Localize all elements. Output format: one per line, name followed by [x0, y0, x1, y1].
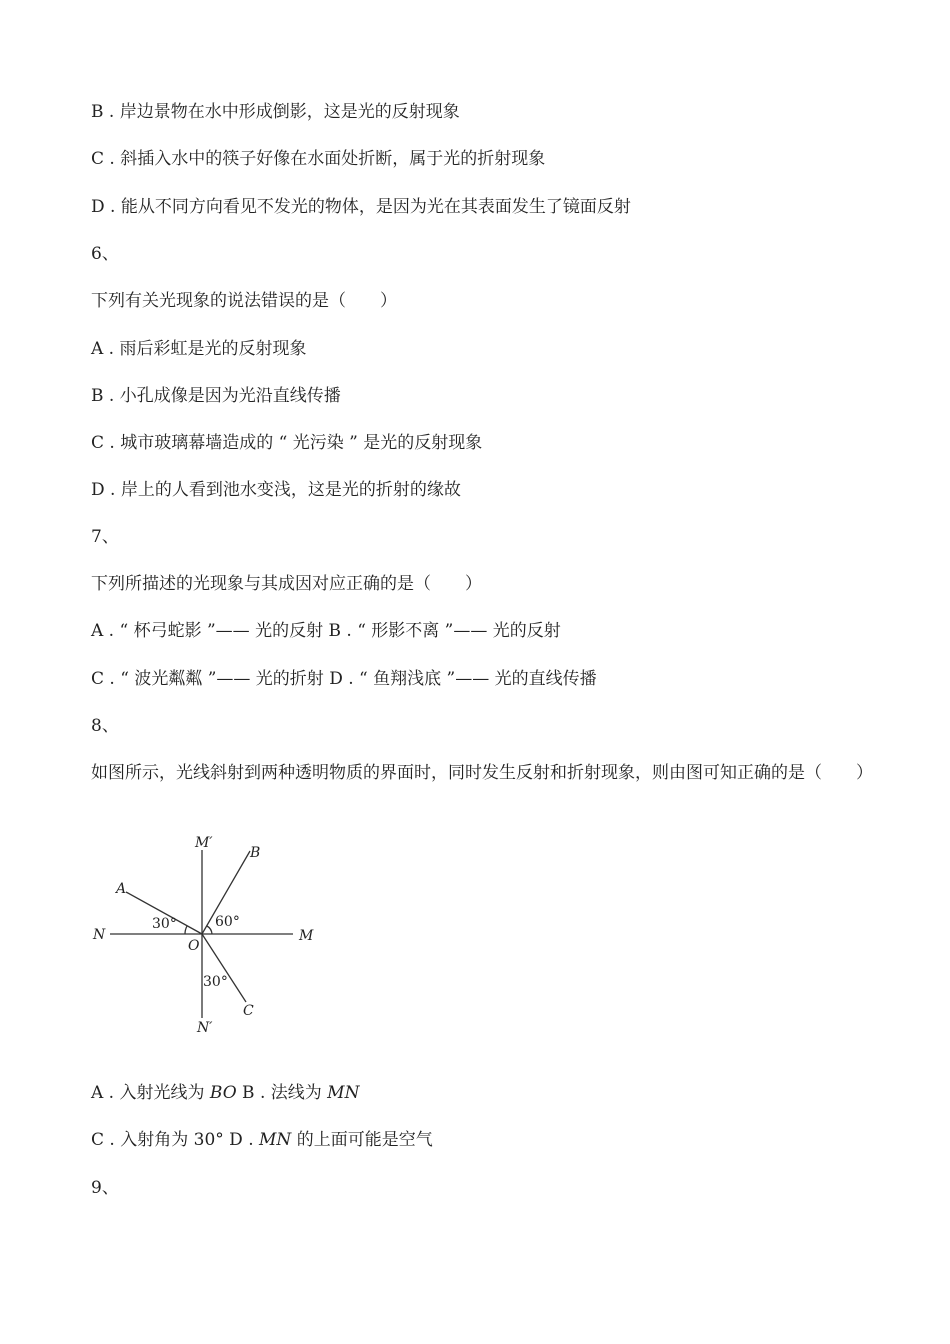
q9-number: 9、	[91, 1178, 119, 1198]
q5-option-d: D . 能从不同方向看见不发光的物体，是因为光在其表面发生了镜面反射	[91, 197, 631, 217]
label-o: O	[188, 938, 200, 954]
q8-option-d-line: MN	[259, 1130, 292, 1150]
q7-number: 7、	[91, 527, 119, 547]
q8-option-b-line: MN	[327, 1083, 360, 1103]
q6-option-c: C . 城市玻璃幕墙造成的 “ 光污染 ” 是光的反射现象	[91, 433, 483, 453]
label-b: B	[250, 845, 261, 861]
q7-options-row-1: A . “ 杯弓蛇影 ”—— 光的反射 B . “ 形影不离 ”—— 光的反射	[91, 621, 561, 641]
label-c: C	[243, 1003, 254, 1019]
q6-option-b: B . 小孔成像是因为光沿直线传播	[91, 386, 341, 406]
angle-label-left: 30°	[152, 916, 177, 932]
angle-arc-left	[185, 926, 187, 934]
q8-number: 8、	[91, 716, 119, 736]
q8-option-d-text: 的上面可能是空气	[291, 1130, 433, 1150]
q6-stem: 下列有关光现象的说法错误的是（ ）	[91, 291, 397, 311]
label-a: A	[116, 881, 127, 897]
q5-option-b: B . 岸边景物在水中形成倒影，这是光的反射现象	[91, 102, 460, 122]
q8-option-a-ray: BO	[209, 1083, 237, 1103]
q5-option-c: C . 斜插入水中的筷子好像在水面处折断，属于光的折射现象	[91, 149, 546, 169]
q8-option-a-text: A . 入射光线为	[91, 1083, 210, 1103]
label-m-prime: M′	[195, 835, 213, 851]
q6-number: 6、	[91, 244, 119, 264]
angle-arc-right	[207, 926, 212, 934]
q8-stem: 如图所示，光线斜射到两种透明物质的界面时，同时发生反射和折射现象，则由图可知正确的是（ ）	[91, 763, 873, 783]
q8-option-c-text: C . 入射角为 30° D .	[91, 1130, 259, 1150]
q8-options-row-2	[91, 1129, 433, 1151]
q7-options-row-2: C . “ 波光粼粼 ”—— 光的折射 D . “ 鱼翔浅底 ”—— 光的直线传播	[91, 669, 597, 689]
label-n-prime: N′	[197, 1020, 213, 1036]
q8-options-row-1	[91, 1082, 359, 1104]
refraction-diagram	[88, 830, 328, 1045]
angle-label-right: 60°	[215, 914, 240, 930]
label-m: M	[299, 928, 314, 944]
label-n: N	[93, 927, 106, 943]
ray-oc	[202, 934, 246, 1002]
q6-option-a: A . 雨后彩虹是光的反射现象	[91, 339, 307, 359]
q7-stem: 下列所描述的光现象与其成因对应正确的是（ ）	[91, 574, 482, 594]
q8-option-b-text: B . 法线为	[236, 1083, 328, 1103]
angle-label-bottom: 30°	[203, 974, 228, 990]
q6-option-d: D . 岸上的人看到池水变浅，这是光的折射的缘故	[91, 480, 461, 500]
